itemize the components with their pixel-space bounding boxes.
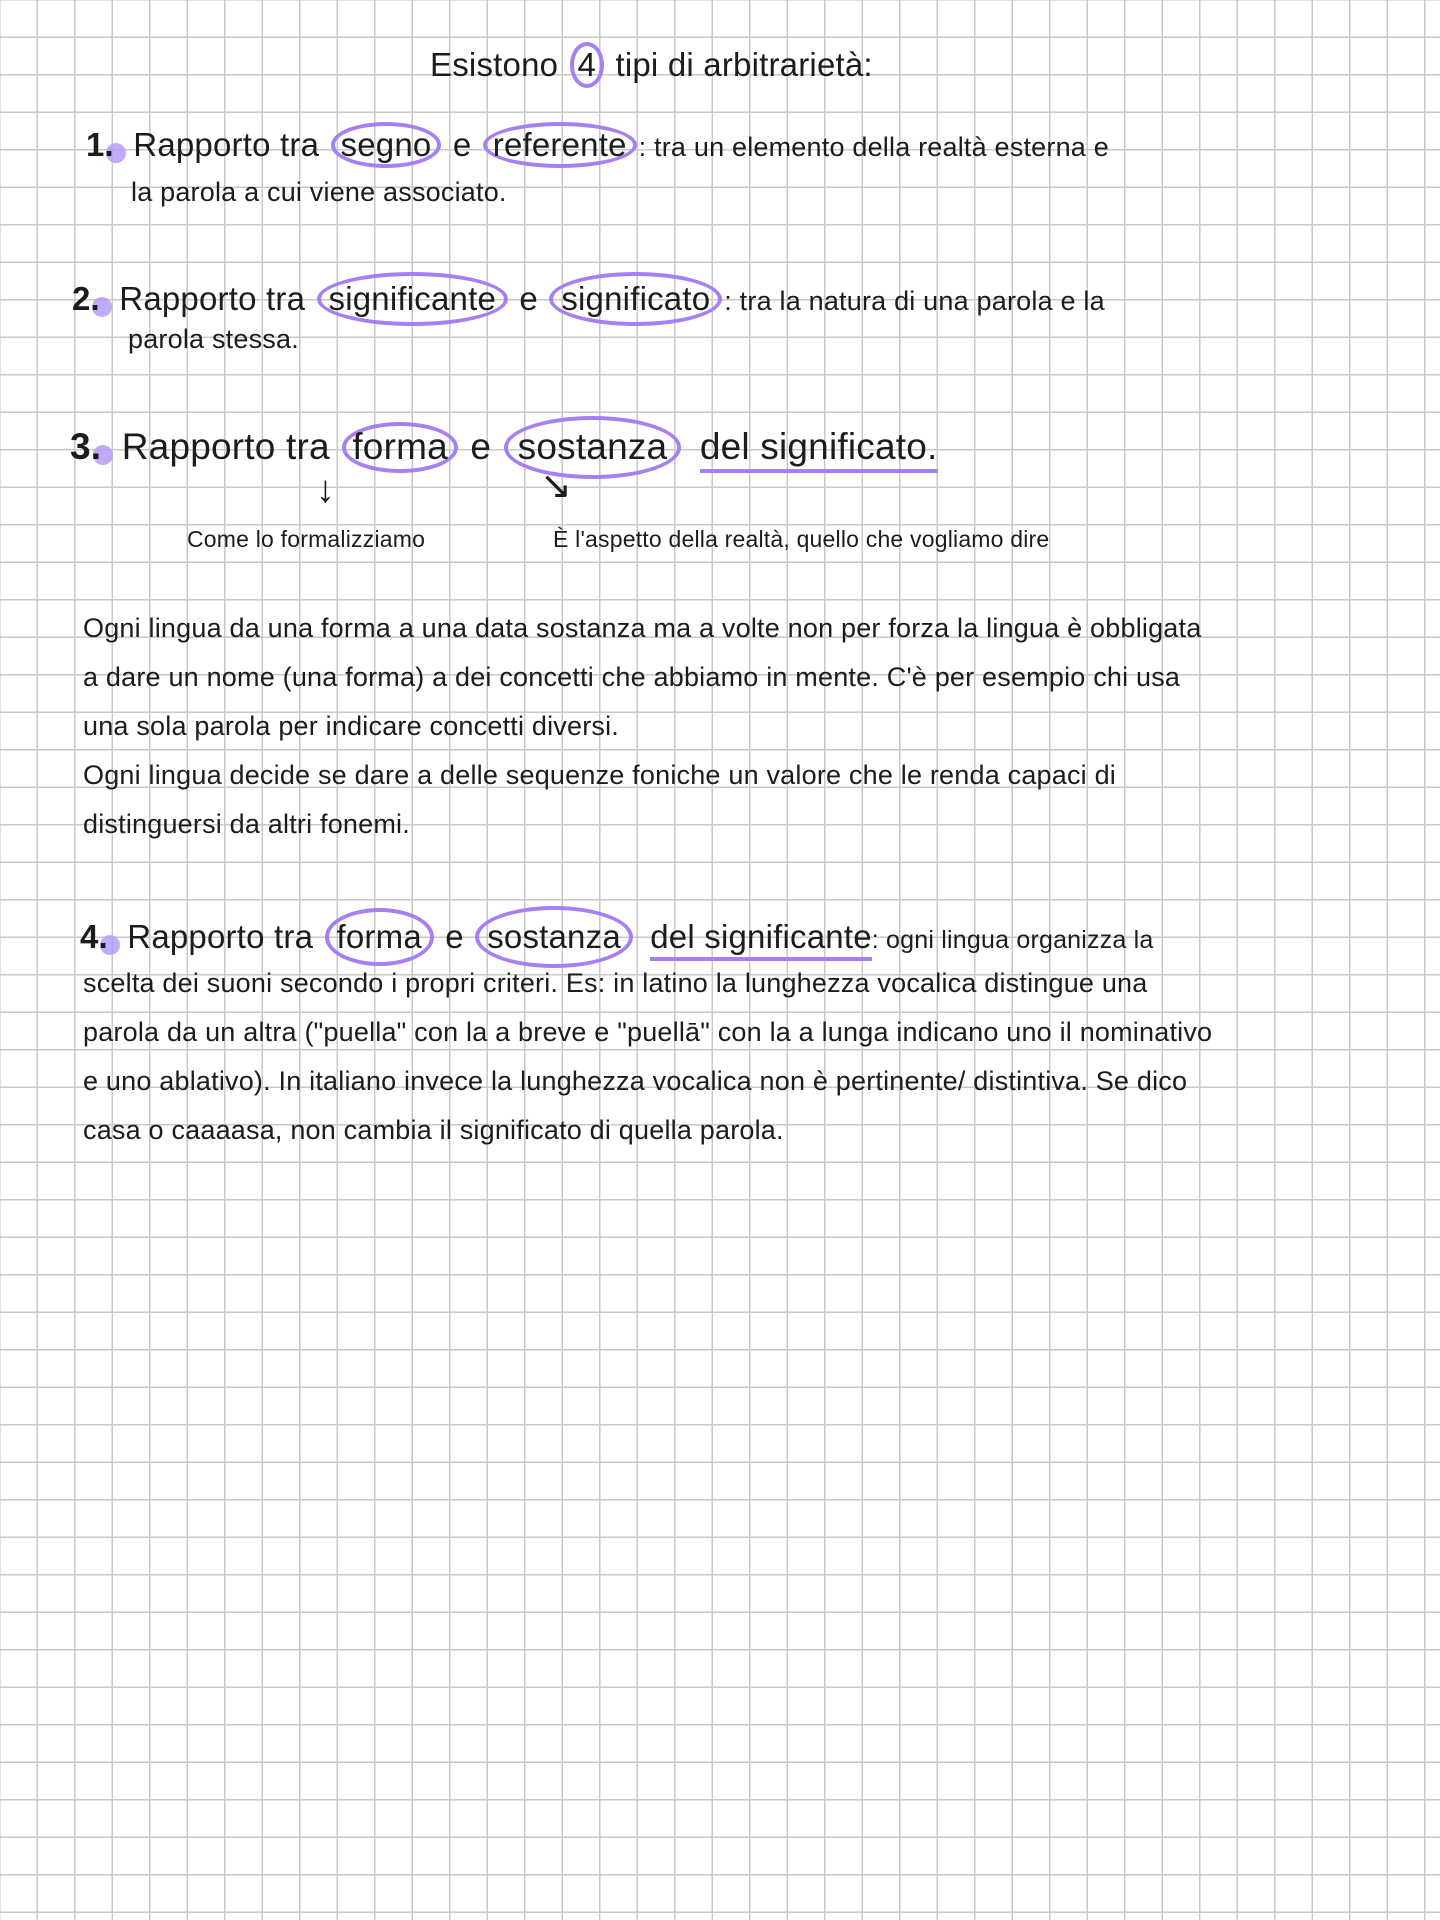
item-4-continuation: e uno ablativo). In italiano invece la lunghezza vocalica non è pertinente/ distintiva. Se dico xyxy=(83,1066,1188,1096)
conjunction: e xyxy=(445,918,464,955)
title-text: Esistono xyxy=(430,46,559,83)
underlined-phrase: del significante xyxy=(650,918,872,961)
item-number: 1. xyxy=(86,126,114,163)
item-2-heading xyxy=(72,272,1105,317)
item-number: 3. xyxy=(70,426,102,467)
title-number-circled: 4 xyxy=(570,42,605,88)
paragraph-line: Ogni lingua da una forma a una data sostanza ma a volte non per forza la lingua è obbligata xyxy=(83,613,1202,643)
item-4-continuation: casa o caaaasa, non cambia il significato di quella parola. xyxy=(83,1115,784,1145)
item-intro: Rapporto tra xyxy=(119,280,306,317)
circled-term: significante xyxy=(317,272,509,326)
paragraph-line: a dare un nome (una forma) a dei concetti che abbiamo in mente. C'è per esempio chi usa xyxy=(83,662,1181,692)
conjunction: e xyxy=(519,280,538,317)
paragraph-line: una sola parola per indicare concetti diversi. xyxy=(83,711,619,741)
page-title xyxy=(430,42,873,82)
item-description: : ogni lingua organizza la xyxy=(871,926,1154,954)
item-4-continuation: scelta dei suoni secondo i propri criteri. Es: in latino la lunghezza vocalica distingue una xyxy=(83,968,1148,998)
item-number: 4. xyxy=(80,918,108,955)
item-intro: Rapporto tra xyxy=(121,426,330,467)
item-2-continuation: parola stessa. xyxy=(128,324,299,354)
item-description: : tra la natura di una parola e la xyxy=(724,286,1105,316)
underlined-phrase: del significato. xyxy=(700,426,938,473)
arrow-diagonal-icon: ↘ xyxy=(540,465,572,507)
circled-term: forma xyxy=(325,908,434,966)
circled-term: referente xyxy=(483,122,637,168)
circled-term: sostanza xyxy=(475,906,633,968)
title-text-end: tipi di arbitrarietà: xyxy=(615,46,873,83)
note-forma: Come lo formalizziamo xyxy=(187,526,426,552)
item-4-continuation: parola da un altra ("puella" con la a breve e "puellā" con la a lunga indicano uno il nominativo xyxy=(83,1017,1213,1047)
paragraph-line: Ogni lingua decide se dare a delle sequenze foniche un valore che le renda capaci di xyxy=(83,760,1116,790)
circled-term: significato xyxy=(549,272,722,326)
circled-term: sostanza xyxy=(504,416,682,479)
paragraph-line: distinguersi da altri fonemi. xyxy=(83,809,410,839)
note-sostanza: È l'aspetto della realtà, quello che vogliamo dire xyxy=(553,526,1050,552)
item-1-heading xyxy=(86,122,1109,162)
item-3-heading xyxy=(70,416,938,467)
item-number: 2. xyxy=(72,280,100,317)
conjunction: e xyxy=(470,426,492,467)
circled-term: segno xyxy=(331,122,442,168)
item-description: : tra un elemento della realtà esterna e xyxy=(638,132,1109,162)
item-intro: Rapporto tra xyxy=(127,918,314,955)
item-intro: Rapporto tra xyxy=(133,126,320,163)
conjunction: e xyxy=(452,126,472,163)
circled-term: forma xyxy=(342,422,458,473)
arrow-down-icon: ↓ xyxy=(316,469,335,511)
item-1-continuation: la parola a cui viene associato. xyxy=(131,177,507,207)
item-4-heading xyxy=(80,906,1154,955)
